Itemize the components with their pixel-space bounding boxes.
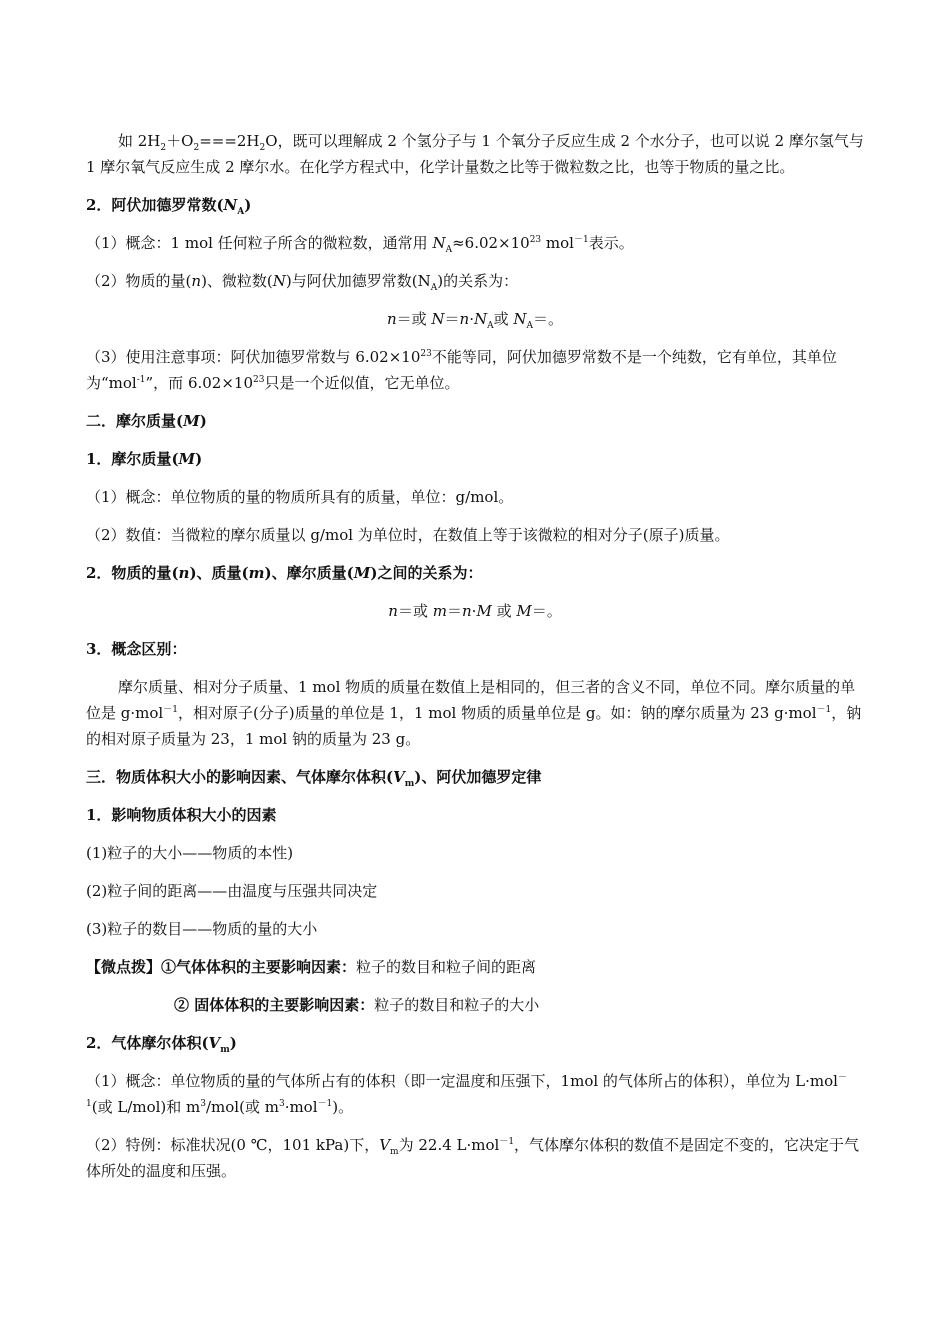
subscript: 2 [259, 143, 266, 153]
text: （2）特例：标准状况(0 ℃，101 kPa)下， [86, 1136, 380, 1154]
text: ) [195, 450, 203, 468]
text: （3）使用注意事项：阿伏加德罗常数与 6.02×10 [86, 348, 421, 366]
subscript: A [526, 321, 534, 331]
text: )之间的关系为： [370, 564, 483, 582]
text: N [432, 234, 446, 252]
text: ·mol [284, 1098, 318, 1116]
text: V [208, 1034, 221, 1052]
subscript: m [220, 1045, 230, 1055]
superscript: －1 [816, 705, 832, 715]
superscript: －1 [86, 1073, 847, 1109]
text: 或 [491, 602, 517, 620]
factor-item-1: (1)粒子的大小——物质的本性) [86, 844, 294, 862]
tip-text: 粒子的数目和粒子间的距离 [356, 958, 537, 976]
text: ，气体摩尔体积的数值不是固定不变的，它决定于气体所处的温度和压强。 [86, 1136, 860, 1180]
tip-label: 【微点拨】①气体体积的主要影响因素： [86, 958, 357, 976]
text: )的关系为： [437, 272, 519, 290]
superscript: 23 [529, 235, 542, 245]
subscript: 2 [160, 143, 167, 153]
avogadro-relation [86, 268, 864, 294]
text: O，既可以理解成 2 个氢分子与 1 个氧分子反应生成 2 个水分子，也可以说 2 摩尔氢气与 1 摩尔氧气反应生成 2 摩尔水。在化学方程式中，化学计量数之比等于微粒数之比，也等于物质的量之比。 [86, 132, 864, 176]
text: m [432, 602, 447, 620]
text: ) [229, 1034, 237, 1052]
superscript: －1 [573, 235, 589, 245]
superscript: 23 [420, 349, 432, 359]
text: N [272, 272, 286, 290]
text: 1．摩尔质量( [86, 450, 179, 468]
text: n [461, 602, 472, 620]
superscript: 23 [253, 375, 265, 385]
text: n [386, 310, 397, 328]
factor-item-2: (2)粒子间的距离——由温度与压强共同决定 [86, 882, 378, 900]
text: n [191, 272, 202, 290]
subscript: A [445, 245, 453, 255]
text: ＝。 [531, 602, 562, 620]
gas-molar-volume-concept [86, 1068, 864, 1120]
text: n [459, 310, 470, 328]
tip-row-solid [86, 992, 864, 1018]
text: n [388, 602, 398, 620]
text: )、摩尔质量( [264, 564, 354, 582]
factor-item-3: (3)粒子的数目——物质的量的大小 [86, 920, 318, 938]
molar-mass-concept: （1）概念：单位物质的量的物质所具有的质量，单位：g/mol。 [86, 488, 514, 506]
heading-gas-molar-volume [86, 1030, 864, 1056]
text: N [474, 310, 488, 328]
tip-row-gas [86, 954, 864, 980]
text: ) [199, 412, 207, 430]
text: ＝。 [533, 310, 564, 328]
text: /mol(或 m [206, 1098, 279, 1116]
text: ＝或 [396, 310, 432, 328]
text: ，相对原子(分子)质量的单位是 1，1 mol 物质的质量单位是 g。如：钠的摩尔质量为 23 g·mol [177, 704, 817, 722]
superscript: －1 [317, 1099, 333, 1109]
text: 表示。 [588, 234, 634, 252]
heading-concept-difference: 3．概念区别： [86, 640, 187, 658]
superscript: -1 [136, 375, 146, 385]
text: )与阿伏加德罗常数(N [285, 272, 431, 290]
avogadro-notes [86, 344, 864, 396]
text: （1）概念：单位物质的量的气体所占有的体积（即一定温度和压强下，1mol 的气体所占的体积），单位为 L·mol [86, 1072, 838, 1090]
section-title-volume [86, 764, 864, 790]
superscript: －1 [163, 705, 178, 715]
subscript: m [390, 1147, 399, 1157]
text: 2．气体摩尔体积( [86, 1034, 209, 1052]
text: 为 22.4 L·mol [398, 1136, 500, 1154]
text: n [178, 564, 190, 582]
text: 三．物质体积大小的影响因素、气体摩尔体积( [86, 768, 394, 786]
intro-paragraph [86, 128, 864, 180]
text: M [183, 412, 200, 430]
text: （1）概念：1 mol 任何粒子所含的微粒数，通常用 [86, 234, 433, 252]
molar-mass-value: （2）数值：当微粒的摩尔质量以 g/mol 为单位时，在数值上等于该微粒的相对分子(原子)质量。 [86, 526, 730, 544]
text: mol [541, 234, 574, 252]
text: 摩尔质量、相对分子质量、1 mol 物质的质量在数值上是相同的，但三者的含义不同，单位不同。摩尔质量的单位是 g·mol [86, 678, 856, 722]
text: )、阿伏加德罗定律 [414, 768, 542, 786]
text: ＝ [444, 310, 460, 328]
text: )。 [332, 1098, 354, 1116]
heading-avogadro-constant [86, 192, 864, 218]
superscript: 3 [278, 1099, 285, 1109]
text: m [248, 564, 265, 582]
subscript: m [404, 779, 415, 789]
text: 如 2H [118, 132, 161, 150]
text: ，钠的相对原子质量为 23，1 mol 钠的质量为 23 g。 [86, 704, 862, 748]
text: 二．摩尔质量( [86, 412, 184, 430]
text: · [471, 602, 477, 620]
text: )、质量( [189, 564, 249, 582]
text: N [223, 196, 238, 214]
text: （2）物质的量( [86, 272, 192, 290]
text: V [393, 768, 405, 786]
superscript: －1 [499, 1137, 515, 1147]
heading-molar-mass [86, 446, 864, 472]
text: ＝或 [397, 602, 433, 620]
text: M [516, 602, 532, 620]
text: (或 L/mol)和 m [91, 1098, 201, 1116]
text: 不能等同，阿伏加德罗常数不是一个纯数，它有单位，其单位为“mol [86, 348, 837, 392]
subscript: 2 [193, 143, 200, 153]
text: ≈6.02×10 [452, 234, 530, 252]
section-title-molar-mass [86, 408, 864, 434]
text: )、微粒数( [201, 272, 273, 290]
text: M [353, 564, 371, 582]
heading-mass-relation [86, 560, 864, 586]
subscript: A [487, 321, 494, 331]
subscript: A [430, 283, 438, 293]
tip-label: ② 固体体积的主要影响因素： [174, 996, 375, 1014]
text: M [476, 602, 492, 620]
text: 或 [493, 310, 514, 328]
text: ＋O [166, 132, 194, 150]
text: · [469, 310, 474, 328]
text: N [431, 310, 445, 328]
concept-difference-paragraph [86, 674, 864, 752]
text: ) [244, 196, 252, 214]
heading-volume-factors: 1．影响物质体积大小的因素 [86, 806, 277, 824]
gas-molar-volume-special-case [86, 1132, 864, 1184]
subscript: A [237, 207, 245, 217]
mass-formula [86, 598, 864, 624]
text: M [178, 450, 196, 468]
text: 2．物质的量( [86, 564, 179, 582]
tip-text: 粒子的数目和粒子的大小 [374, 996, 540, 1014]
avogadro-formula [86, 306, 864, 332]
text: 只是一个近似值，它无单位。 [264, 374, 460, 392]
text: 2．阿伏加德罗常数( [86, 196, 224, 214]
text: ”，而 6.02×10 [145, 374, 254, 392]
superscript: 3 [200, 1099, 206, 1109]
avogadro-concept [86, 230, 864, 256]
text: N [513, 310, 527, 328]
text: V [379, 1136, 391, 1154]
text: ===2H [199, 132, 260, 150]
text: ＝ [446, 602, 462, 620]
